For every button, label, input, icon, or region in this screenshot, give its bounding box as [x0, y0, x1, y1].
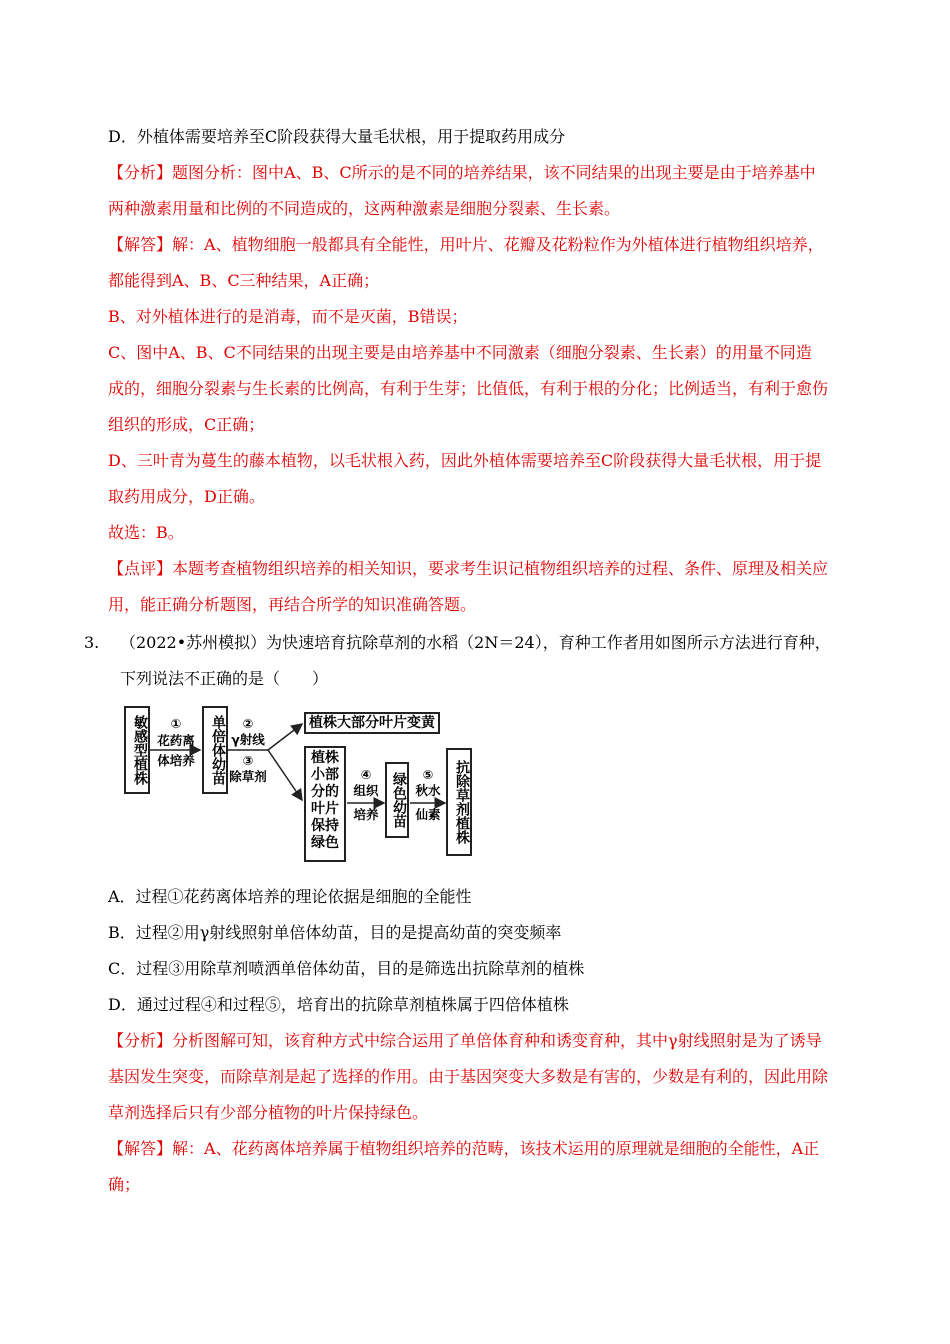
option-b: B．过程②用γ射线照射单倍体幼苗，目的是提高幼苗的突变频率 [108, 923, 562, 942]
step-4-num: ④ [360, 767, 372, 782]
q3-analysis-tag: 【分析】 [108, 1031, 173, 1050]
box-leaves-yellow: 植株大部分叶片变黄 [304, 712, 440, 734]
q3-analysis-line-1: 【分析】分析图解可知，该育种方式中综合运用了单倍体育种和诱变育种，其中γ射线照射是为了诱导 [108, 1031, 822, 1050]
step-1-label-2: 体培养 [157, 753, 195, 768]
question-stem-line-2: 下列说法不正确的是（ ） [120, 669, 329, 688]
analysis-tag: 【分析】 [108, 163, 173, 182]
option-d: D．外植体需要培养至C阶段获得大量毛状根，用于提取药用成分 [108, 127, 566, 146]
step-1-num: ① [170, 716, 182, 731]
answer-c-2: 成的，细胞分裂素与生长素的比例高，有利于生芽；比值低，有利于根的分化；比例适当，有利于愈伤 [108, 379, 829, 398]
analysis-line-2: 两种激素用量和比例的不同造成的，这两种激素是细胞分裂素、生长素。 [108, 199, 621, 218]
step-5-label-1: 秋水 [415, 783, 441, 798]
analysis-line-1: 【分析】题图分析：图中A、B、C所示的是不同的培养结果，该不同结果的出现主要是由于培养基中 [108, 163, 816, 182]
q3-answer-line-2: 确； [108, 1175, 141, 1194]
q3-answer-line-1: 【解答】解：A、花药离体培养属于植物组织培养的范畴，该技术运用的原理就是细胞的全能性，A正 [108, 1139, 820, 1158]
choice: 故选：B。 [108, 523, 184, 542]
box-sensitive-plant: 敏感型植株 [124, 706, 150, 794]
step-1-label-1: 花药离 [157, 733, 195, 748]
answer-b: B、对外植体进行的是消毒，而不是灭菌，B错误； [108, 307, 468, 326]
comment-line-1: 【点评】本题考查植物组织培养的相关知识，要求考生识记植物组织培养的过程、条件、原理及相关应 [108, 559, 829, 578]
comment-tag: 【点评】 [108, 559, 173, 578]
answer-tag: 【解答】 [108, 235, 173, 254]
answer-d-1: D、三叶青为蔓生的藤本植物，以毛状根入药，因此外植体需要培养至C阶段获得大量毛状根，用于提 [108, 451, 822, 470]
answer-line-1: 【解答】解：A、植物细胞一般都具有全能性，用叶片、花瓣及花粉粒作为外植体进行植物组织培养， [108, 235, 824, 254]
step-4-label-2: 培养 [353, 807, 379, 822]
step-2-label: γ射线 [231, 732, 265, 747]
box-leaves-green: 植株小部分的叶片保持绿色 [304, 746, 346, 862]
answer-c-1: C、图中A、B、C不同结果的出现主要是由培养基中不同激素（细胞分裂素、生长素）的用量不同造 [108, 343, 812, 362]
step-5-num: ⑤ [422, 767, 434, 782]
box-green-seedling: 绿色幼苗 [385, 762, 409, 838]
arrow-to-yellow [268, 724, 302, 750]
comment-line-2: 用，能正确分析题图，再结合所学的知识准确答题。 [108, 595, 477, 614]
question-number: 3. [84, 633, 100, 652]
q3-analysis-line-3: 草剂选择后只有少部分植物的叶片保持绿色。 [108, 1103, 429, 1122]
answer-line-2: 都能得到A、B、C三种结果，A正确； [108, 271, 380, 290]
option-c: C．过程③用除草剂喷洒单倍体幼苗，目的是筛选出抗除草剂的植株 [108, 959, 585, 978]
step-3-label: 除草剂 [229, 769, 267, 784]
question-stem-line-1: （2022•苏州模拟）为快速培育抗除草剂的水稻（2N＝24），育种工作者用如图所示方法进行育种， [120, 633, 831, 652]
breeding-flow-diagram [120, 700, 450, 865]
answer-c-3: 组织的形成，C正确； [108, 415, 265, 434]
option-a: A．过程①花药离体培养的理论依据是细胞的全能性 [108, 887, 472, 906]
q3-analysis-line-2: 基因发生突变，而除草剂是起了选择的作用。由于基因突变大多数是有害的，少数是有利的，因此用除 [108, 1067, 829, 1086]
step-2-num: ② [242, 716, 254, 731]
answer-d-2: 取药用成分，D正确。 [108, 487, 265, 506]
step-5-label-2: 仙素 [415, 807, 441, 822]
box-haploid-seedling: 单倍体幼苗 [202, 706, 228, 794]
option-d-q3: D．通过过程④和过程⑤，培育出的抗除草剂植株属于四倍体植株 [108, 995, 569, 1014]
box-resistant-plant: 抗除草剂植株 [446, 748, 472, 856]
arrow-to-green-leaf [268, 750, 302, 800]
q3-answer-tag: 【解答】 [108, 1139, 173, 1158]
step-3-num: ③ [242, 753, 254, 768]
step-4-label-1: 组织 [353, 783, 379, 798]
